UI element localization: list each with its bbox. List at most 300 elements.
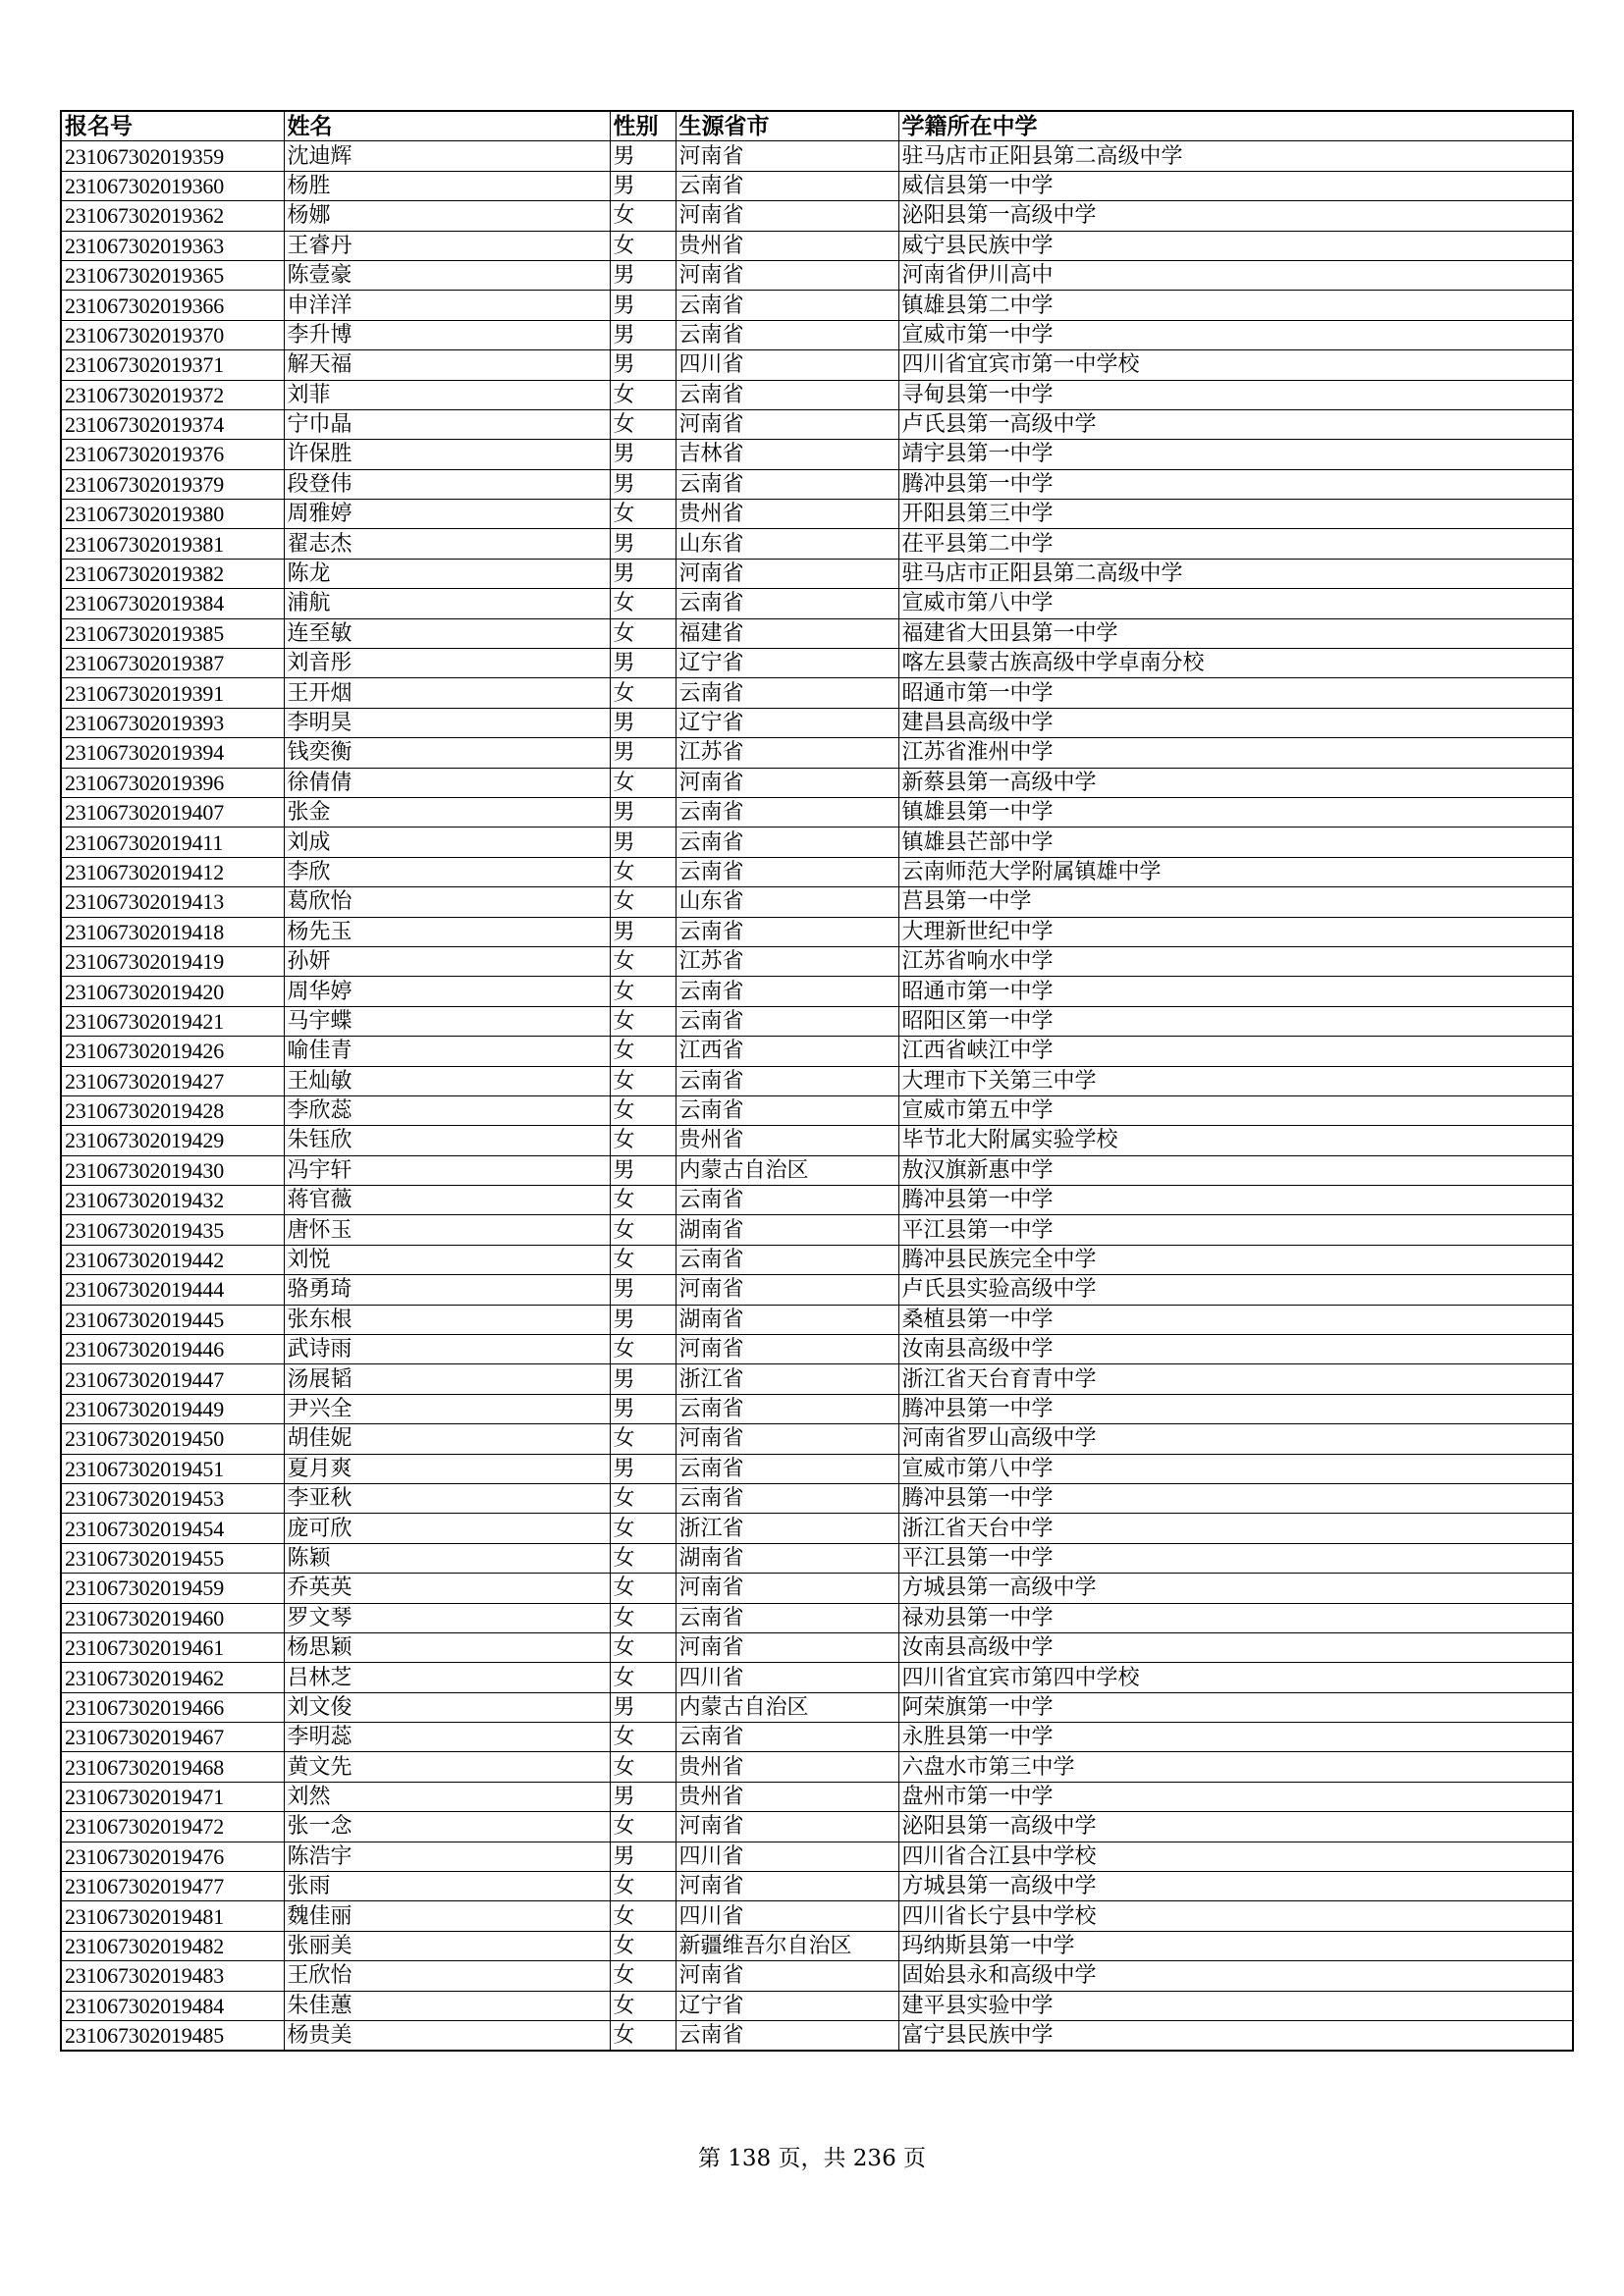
origin-province-cell: 云南省 [676, 320, 898, 349]
gender-cell: 男 [610, 649, 676, 678]
registration-number-cell: 231067302019362 [61, 201, 284, 231]
origin-province-cell: 云南省 [676, 291, 898, 320]
origin-province-cell: 内蒙古自治区 [676, 1155, 898, 1185]
name-cell: 张东根 [284, 1305, 610, 1334]
school-cell: 玛纳斯县第一中学 [898, 1931, 1573, 1960]
school-cell: 镇雄县第一中学 [898, 797, 1573, 827]
registration-number-cell: 231067302019442 [61, 1245, 284, 1274]
registration-number-cell: 231067302019394 [61, 738, 284, 768]
school-cell: 汝南县高级中学 [898, 1632, 1573, 1662]
registration-number-cell: 231067302019391 [61, 678, 284, 708]
registration-number-cell: 231067302019426 [61, 1037, 284, 1066]
registration-number-cell: 231067302019396 [61, 768, 284, 797]
registration-number-cell: 231067302019476 [61, 1842, 284, 1871]
origin-province-cell: 河南省 [676, 1574, 898, 1603]
origin-province-cell: 云南省 [676, 678, 898, 708]
gender-cell: 女 [610, 1543, 676, 1573]
table-row [61, 201, 1573, 231]
table-row [61, 977, 1573, 1006]
table-row [61, 618, 1573, 648]
name-cell: 刘音彤 [284, 649, 610, 678]
school-cell: 宣威市第八中学 [898, 589, 1573, 618]
table-header-row [61, 111, 1573, 141]
name-cell: 刘文俊 [284, 1692, 610, 1722]
registration-number-cell: 231067302019482 [61, 1931, 284, 1960]
admission-list-table [60, 110, 1574, 2052]
origin-province-cell: 云南省 [676, 1186, 898, 1215]
table-row [61, 1006, 1573, 1036]
registration-number-cell: 231067302019382 [61, 559, 284, 588]
school-cell: 江苏省响水中学 [898, 946, 1573, 976]
registration-number-cell: 231067302019462 [61, 1663, 284, 1692]
gender-cell: 男 [610, 350, 676, 380]
name-cell: 刘成 [284, 828, 610, 857]
gender-cell: 男 [610, 1454, 676, 1483]
name-cell: 陈颖 [284, 1543, 610, 1573]
school-cell: 浙江省天台育青中学 [898, 1364, 1573, 1394]
origin-province-cell: 辽宁省 [676, 649, 898, 678]
table-row [61, 1782, 1573, 1811]
origin-province-cell: 湖南省 [676, 1305, 898, 1334]
name-cell: 杨娜 [284, 201, 610, 231]
registration-number-cell: 231067302019460 [61, 1603, 284, 1632]
name-cell: 刘悦 [284, 1245, 610, 1274]
school-cell: 福建省大田县第一中学 [898, 618, 1573, 648]
registration-number-cell: 231067302019444 [61, 1275, 284, 1305]
gender-cell: 女 [610, 1663, 676, 1692]
registration-number-cell: 231067302019412 [61, 857, 284, 886]
table-row [61, 320, 1573, 349]
name-cell: 陈壹豪 [284, 260, 610, 290]
table-row [61, 946, 1573, 976]
table-row [61, 738, 1573, 768]
origin-province-cell: 湖南省 [676, 1543, 898, 1573]
registration-number-cell: 231067302019360 [61, 171, 284, 200]
origin-province-cell: 云南省 [676, 1394, 898, 1423]
gender-cell: 女 [610, 887, 676, 917]
table-row [61, 1275, 1573, 1305]
origin-province-cell: 河南省 [676, 1872, 898, 1901]
school-cell: 泌阳县第一高级中学 [898, 201, 1573, 231]
name-cell: 张金 [284, 797, 610, 827]
school-cell: 固始县永和高级中学 [898, 1961, 1573, 1991]
origin-province-cell: 云南省 [676, 171, 898, 200]
gender-cell: 女 [610, 409, 676, 439]
gender-cell: 女 [610, 201, 676, 231]
table-row [61, 171, 1573, 200]
table-row [61, 589, 1573, 618]
table-row [61, 1037, 1573, 1066]
school-cell: 平江县第一中学 [898, 1543, 1573, 1573]
table-row [61, 291, 1573, 320]
name-cell: 杨先玉 [284, 917, 610, 946]
origin-province-cell: 辽宁省 [676, 708, 898, 737]
origin-province-cell: 云南省 [676, 828, 898, 857]
name-cell: 陈龙 [284, 559, 610, 588]
registration-number-cell: 231067302019374 [61, 409, 284, 439]
gender-cell: 女 [610, 1037, 676, 1066]
school-cell: 阿荣旗第一中学 [898, 1692, 1573, 1722]
registration-number-cell: 231067302019430 [61, 1155, 284, 1185]
school-cell: 河南省罗山高级中学 [898, 1424, 1573, 1454]
gender-cell: 女 [610, 589, 676, 618]
table-row [61, 857, 1573, 886]
origin-province-cell: 福建省 [676, 618, 898, 648]
registration-number-cell: 231067302019393 [61, 708, 284, 737]
registration-number-cell: 231067302019468 [61, 1752, 284, 1782]
origin-province-cell: 云南省 [676, 917, 898, 946]
school-cell: 寻甸县第一中学 [898, 380, 1573, 409]
origin-province-cell: 四川省 [676, 350, 898, 380]
origin-province-cell: 河南省 [676, 1275, 898, 1305]
school-cell: 富宁县民族中学 [898, 2021, 1573, 2052]
name-cell: 胡佳妮 [284, 1424, 610, 1454]
school-cell: 开阳县第三中学 [898, 500, 1573, 529]
registration-number-cell: 231067302019483 [61, 1961, 284, 1991]
origin-province-cell: 山东省 [676, 887, 898, 917]
origin-province-cell: 云南省 [676, 589, 898, 618]
name-cell: 浦航 [284, 589, 610, 618]
name-cell: 杨思颖 [284, 1632, 610, 1662]
registration-number-cell: 231067302019359 [61, 141, 284, 171]
school-cell: 宣威市第五中学 [898, 1095, 1573, 1125]
table-row [61, 529, 1573, 559]
name-cell: 杨贵美 [284, 2021, 610, 2052]
gender-cell: 女 [610, 1872, 676, 1901]
school-cell: 靖宇县第一中学 [898, 440, 1573, 469]
table-row [61, 1723, 1573, 1752]
header-registration-number: 报名号 [61, 111, 284, 141]
table-row [61, 1574, 1573, 1603]
table-row [61, 1126, 1573, 1155]
gender-cell: 女 [610, 1095, 676, 1125]
table-row [61, 1692, 1573, 1722]
table-row [61, 1603, 1573, 1632]
gender-cell: 女 [610, 1931, 676, 1960]
origin-province-cell: 云南省 [676, 1723, 898, 1752]
name-cell: 李明昊 [284, 708, 610, 737]
table-row [61, 380, 1573, 409]
gender-cell: 男 [610, 1692, 676, 1722]
school-cell: 大理市下关第三中学 [898, 1066, 1573, 1095]
table-row [61, 260, 1573, 290]
origin-province-cell: 云南省 [676, 1454, 898, 1483]
table-row [61, 1454, 1573, 1483]
origin-province-cell: 云南省 [676, 1006, 898, 1036]
origin-province-cell: 湖南省 [676, 1215, 898, 1245]
gender-cell: 男 [610, 320, 676, 349]
school-cell: 四川省长宁县中学校 [898, 1901, 1573, 1931]
registration-number-cell: 231067302019366 [61, 291, 284, 320]
table-row [61, 1095, 1573, 1125]
table-row [61, 231, 1573, 260]
name-cell: 张雨 [284, 1872, 610, 1901]
gender-cell: 男 [610, 917, 676, 946]
table-row [61, 1514, 1573, 1543]
name-cell: 王灿敏 [284, 1066, 610, 1095]
school-cell: 云南师范大学附属镇雄中学 [898, 857, 1573, 886]
origin-province-cell: 云南省 [676, 469, 898, 499]
table-row [61, 1872, 1573, 1901]
registration-number-cell: 231067302019365 [61, 260, 284, 290]
name-cell: 喻佳青 [284, 1037, 610, 1066]
name-cell: 张丽美 [284, 1931, 610, 1960]
gender-cell: 女 [610, 977, 676, 1006]
name-cell: 张一念 [284, 1812, 610, 1842]
origin-province-cell: 云南省 [676, 977, 898, 1006]
school-cell: 威宁县民族中学 [898, 231, 1573, 260]
name-cell: 连至敏 [284, 618, 610, 648]
school-cell: 方城县第一高级中学 [898, 1872, 1573, 1901]
gender-cell: 男 [610, 1155, 676, 1185]
origin-province-cell: 河南省 [676, 1335, 898, 1364]
origin-province-cell: 辽宁省 [676, 1991, 898, 2020]
name-cell: 朱佳蕙 [284, 1991, 610, 2020]
name-cell: 许保胜 [284, 440, 610, 469]
name-cell: 黄文先 [284, 1752, 610, 1782]
registration-number-cell: 231067302019379 [61, 469, 284, 499]
registration-number-cell: 231067302019450 [61, 1424, 284, 1454]
table-row [61, 1812, 1573, 1842]
gender-cell: 男 [610, 141, 676, 171]
registration-number-cell: 231067302019385 [61, 618, 284, 648]
school-cell: 方城县第一高级中学 [898, 1574, 1573, 1603]
gender-cell: 男 [610, 440, 676, 469]
header-school: 学籍所在中学 [898, 111, 1573, 141]
table-body [61, 141, 1573, 2052]
registration-number-cell: 231067302019481 [61, 1901, 284, 1931]
table-row [61, 917, 1573, 946]
origin-province-cell: 四川省 [676, 1901, 898, 1931]
registration-number-cell: 231067302019421 [61, 1006, 284, 1036]
origin-province-cell: 浙江省 [676, 1514, 898, 1543]
school-cell: 江西省峡江中学 [898, 1037, 1573, 1066]
gender-cell: 女 [610, 1574, 676, 1603]
school-cell: 新蔡县第一高级中学 [898, 768, 1573, 797]
gender-cell: 女 [610, 768, 676, 797]
gender-cell: 男 [610, 708, 676, 737]
name-cell: 唐怀玉 [284, 1215, 610, 1245]
table-row [61, 1483, 1573, 1513]
header-name: 姓名 [284, 111, 610, 141]
school-cell: 腾冲县第一中学 [898, 1186, 1573, 1215]
gender-cell: 男 [610, 1364, 676, 1394]
gender-cell: 男 [610, 797, 676, 827]
name-cell: 刘菲 [284, 380, 610, 409]
registration-number-cell: 231067302019454 [61, 1514, 284, 1543]
registration-number-cell: 231067302019418 [61, 917, 284, 946]
registration-number-cell: 231067302019466 [61, 1692, 284, 1722]
registration-number-cell: 231067302019376 [61, 440, 284, 469]
origin-province-cell: 云南省 [676, 1095, 898, 1125]
table-row [61, 797, 1573, 827]
table-row [61, 1245, 1573, 1274]
gender-cell: 女 [610, 1603, 676, 1632]
table-row [61, 708, 1573, 737]
school-cell: 建昌县高级中学 [898, 708, 1573, 737]
school-cell: 腾冲县第一中学 [898, 469, 1573, 499]
table-row [61, 1424, 1573, 1454]
gender-cell: 男 [610, 559, 676, 588]
name-cell: 周雅婷 [284, 500, 610, 529]
table-row [61, 678, 1573, 708]
name-cell: 罗文琴 [284, 1603, 610, 1632]
school-cell: 平江县第一中学 [898, 1215, 1573, 1245]
gender-cell: 女 [610, 1752, 676, 1782]
origin-province-cell: 云南省 [676, 380, 898, 409]
gender-cell: 男 [610, 828, 676, 857]
school-cell: 莒县第一中学 [898, 887, 1573, 917]
gender-cell: 男 [610, 738, 676, 768]
name-cell: 徐倩倩 [284, 768, 610, 797]
school-cell: 威信县第一中学 [898, 171, 1573, 200]
gender-cell: 女 [610, 1901, 676, 1931]
origin-province-cell: 河南省 [676, 201, 898, 231]
table-row [61, 1961, 1573, 1991]
origin-province-cell: 吉林省 [676, 440, 898, 469]
gender-cell: 男 [610, 529, 676, 559]
school-cell: 昭通市第一中学 [898, 977, 1573, 1006]
school-cell: 河南省伊川高中 [898, 260, 1573, 290]
table-row [61, 1632, 1573, 1662]
name-cell: 李亚秋 [284, 1483, 610, 1513]
school-cell: 四川省合江县中学校 [898, 1842, 1573, 1871]
origin-province-cell: 四川省 [676, 1663, 898, 1692]
name-cell: 冯宇轩 [284, 1155, 610, 1185]
name-cell: 武诗雨 [284, 1335, 610, 1364]
origin-province-cell: 云南省 [676, 1483, 898, 1513]
name-cell: 王欣怡 [284, 1961, 610, 1991]
table-row [61, 1066, 1573, 1095]
name-cell: 李明蕊 [284, 1723, 610, 1752]
origin-province-cell: 云南省 [676, 1603, 898, 1632]
school-cell: 禄劝县第一中学 [898, 1603, 1573, 1632]
gender-cell: 女 [610, 1723, 676, 1752]
origin-province-cell: 贵州省 [676, 231, 898, 260]
registration-number-cell: 231067302019461 [61, 1632, 284, 1662]
gender-cell: 女 [610, 1632, 676, 1662]
origin-province-cell: 内蒙古自治区 [676, 1692, 898, 1722]
name-cell: 解天福 [284, 350, 610, 380]
table-row [61, 409, 1573, 439]
school-cell: 茌平县第二中学 [898, 529, 1573, 559]
table-row [61, 1335, 1573, 1364]
table-row [61, 1394, 1573, 1423]
school-cell: 四川省宜宾市第一中学校 [898, 350, 1573, 380]
registration-number-cell: 231067302019407 [61, 797, 284, 827]
gender-cell: 女 [610, 1066, 676, 1095]
school-cell: 驻马店市正阳县第二高级中学 [898, 141, 1573, 171]
school-cell: 汝南县高级中学 [898, 1335, 1573, 1364]
school-cell: 六盘水市第三中学 [898, 1752, 1573, 1782]
table-row [61, 649, 1573, 678]
name-cell: 蒋官薇 [284, 1186, 610, 1215]
origin-province-cell: 江西省 [676, 1037, 898, 1066]
origin-province-cell: 河南省 [676, 1632, 898, 1662]
origin-province-cell: 云南省 [676, 2021, 898, 2052]
school-cell: 建平县实验中学 [898, 1991, 1573, 2020]
school-cell: 喀左县蒙古族高级中学卓南分校 [898, 649, 1573, 678]
registration-number-cell: 231067302019432 [61, 1186, 284, 1215]
gender-cell: 男 [610, 260, 676, 290]
gender-cell: 女 [610, 1961, 676, 1991]
registration-number-cell: 231067302019371 [61, 350, 284, 380]
registration-number-cell: 231067302019387 [61, 649, 284, 678]
origin-province-cell: 云南省 [676, 797, 898, 827]
registration-number-cell: 231067302019455 [61, 1543, 284, 1573]
origin-province-cell: 浙江省 [676, 1364, 898, 1394]
header-origin-province: 生源省市 [676, 111, 898, 141]
gender-cell: 女 [610, 1424, 676, 1454]
gender-cell: 男 [610, 469, 676, 499]
gender-cell: 女 [610, 2021, 676, 2052]
gender-cell: 女 [610, 618, 676, 648]
gender-cell: 女 [610, 1483, 676, 1513]
origin-province-cell: 云南省 [676, 857, 898, 886]
school-cell: 腾冲县第一中学 [898, 1483, 1573, 1513]
school-cell: 驻马店市正阳县第二高级中学 [898, 559, 1573, 588]
table-row [61, 1901, 1573, 1931]
table-row [61, 1305, 1573, 1334]
registration-number-cell: 231067302019380 [61, 500, 284, 529]
origin-province-cell: 山东省 [676, 529, 898, 559]
table-row [61, 1186, 1573, 1215]
origin-province-cell: 贵州省 [676, 1126, 898, 1155]
table-row [61, 440, 1573, 469]
registration-number-cell: 231067302019471 [61, 1782, 284, 1811]
name-cell: 汤展韬 [284, 1364, 610, 1394]
table-row [61, 1155, 1573, 1185]
gender-cell: 女 [610, 500, 676, 529]
registration-number-cell: 231067302019447 [61, 1364, 284, 1394]
registration-number-cell: 231067302019427 [61, 1066, 284, 1095]
table-row [61, 768, 1573, 797]
registration-number-cell: 231067302019370 [61, 320, 284, 349]
registration-number-cell: 231067302019472 [61, 1812, 284, 1842]
school-cell: 四川省宜宾市第四中学校 [898, 1663, 1573, 1692]
origin-province-cell: 河南省 [676, 1424, 898, 1454]
gender-cell: 女 [610, 231, 676, 260]
name-cell: 骆勇琦 [284, 1275, 610, 1305]
registration-number-cell: 231067302019429 [61, 1126, 284, 1155]
gender-cell: 男 [610, 1305, 676, 1334]
gender-cell: 女 [610, 946, 676, 976]
school-cell: 盘州市第一中学 [898, 1782, 1573, 1811]
origin-province-cell: 江苏省 [676, 946, 898, 976]
table-row [61, 469, 1573, 499]
table-row [61, 1931, 1573, 1960]
gender-cell: 女 [610, 380, 676, 409]
name-cell: 葛欣怡 [284, 887, 610, 917]
school-cell: 毕节北大附属实验学校 [898, 1126, 1573, 1155]
school-cell: 宣威市第八中学 [898, 1454, 1573, 1483]
table-row [61, 1543, 1573, 1573]
name-cell: 陈浩宇 [284, 1842, 610, 1871]
registration-number-cell: 231067302019384 [61, 589, 284, 618]
gender-cell: 女 [610, 1215, 676, 1245]
name-cell: 杨胜 [284, 171, 610, 200]
name-cell: 夏月爽 [284, 1454, 610, 1483]
origin-province-cell: 河南省 [676, 141, 898, 171]
gender-cell: 女 [610, 1335, 676, 1364]
gender-cell: 女 [610, 1245, 676, 1274]
header-gender: 性别 [610, 111, 676, 141]
name-cell: 魏佳丽 [284, 1901, 610, 1931]
school-cell: 镇雄县第二中学 [898, 291, 1573, 320]
registration-number-cell: 231067302019363 [61, 231, 284, 260]
school-cell: 卢氏县第一高级中学 [898, 409, 1573, 439]
school-cell: 卢氏县实验高级中学 [898, 1275, 1573, 1305]
